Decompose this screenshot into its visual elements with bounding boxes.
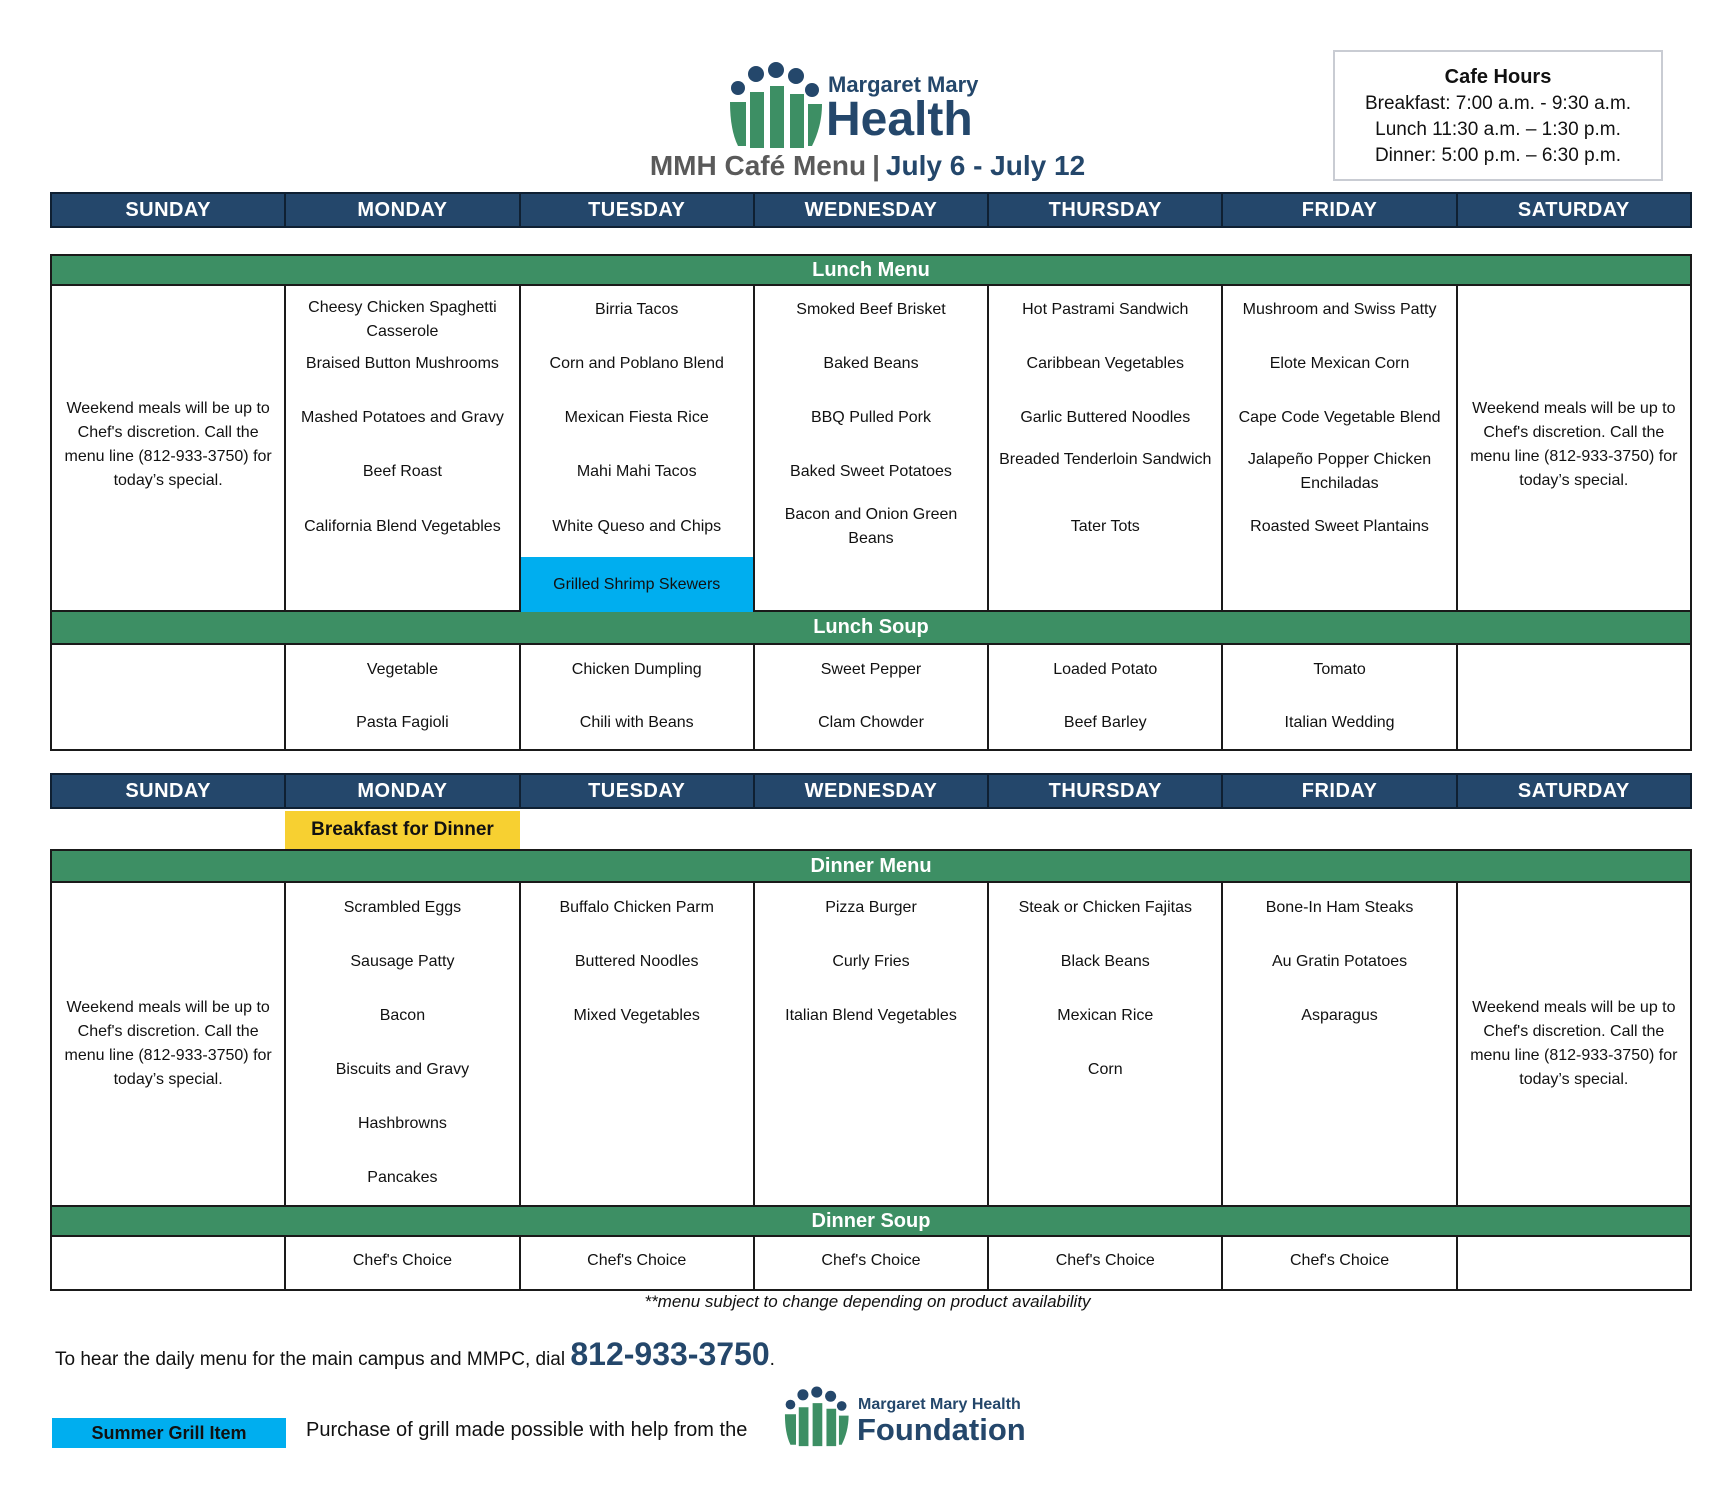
list-item: Bacon and Onion Green Beans bbox=[784, 506, 958, 547]
lunch-section bbox=[50, 254, 1692, 751]
cafe-hours-title: Cafe Hours bbox=[1444, 66, 1552, 88]
dinner-soup-tuesday-cell bbox=[521, 1237, 755, 1289]
cafe-hours-dinner: Dinner: 5:00 p.m. – 6:30 p.m. bbox=[1374, 145, 1622, 166]
lunch-thursday-cell bbox=[989, 286, 1223, 610]
list-item: Garlic Buttered Noodles bbox=[1020, 409, 1191, 426]
list-item: Caribbean Vegetables bbox=[1026, 355, 1184, 372]
lunch-menu-row bbox=[52, 286, 1690, 612]
day-monday: MONDAY bbox=[286, 194, 520, 226]
list-item: Italian Blend Vegetables bbox=[785, 1007, 957, 1024]
dinner-tuesday-cell bbox=[521, 883, 755, 1205]
day-monday: MONDAY bbox=[286, 775, 520, 807]
cafe-hours-breakfast: Breakfast: 7:00 a.m. - 9:30 a.m. bbox=[1364, 93, 1632, 114]
list-item: Chef's Choice bbox=[1289, 1252, 1390, 1269]
list-item: Chef's Choice bbox=[1055, 1252, 1155, 1269]
grill-text: Purchase of grill made possible with help from the bbox=[306, 1419, 748, 1441]
day-sunday: SUNDAY bbox=[52, 194, 286, 226]
weekend-note: Weekend meals will be up to Chef's discretion. Call the menu line (812-933-3750) for today’s special. bbox=[64, 400, 272, 489]
list-item: White Queso and Chips bbox=[552, 518, 722, 535]
list-item: Clam Chowder bbox=[818, 714, 924, 731]
day-thursday: THURSDAY bbox=[989, 194, 1223, 226]
lunch-menu-title: Lunch Menu bbox=[52, 256, 1690, 286]
list-item: Braised Button Mushrooms bbox=[305, 355, 499, 372]
list-item: Baked Sweet Potatoes bbox=[790, 463, 952, 480]
disclaimer: **menu subject to change depending on product availability bbox=[644, 1292, 1091, 1311]
list-item: Au Gratin Potatoes bbox=[1271, 953, 1408, 970]
dinner-menu-row bbox=[52, 883, 1690, 1207]
day-friday: FRIDAY bbox=[1223, 194, 1457, 226]
day-tuesday: TUESDAY bbox=[521, 775, 755, 807]
day-thursday: THURSDAY bbox=[989, 775, 1223, 807]
dinner-thursday-cell bbox=[989, 883, 1223, 1205]
list-item: Tomato bbox=[1313, 661, 1366, 678]
list-item: Hashbrowns bbox=[357, 1115, 447, 1132]
list-item: Birria Tacos bbox=[595, 301, 679, 318]
list-item: Steak or Chicken Fajitas bbox=[1018, 899, 1192, 916]
list-item: Biscuits and Gravy bbox=[335, 1061, 470, 1078]
weekend-note: Weekend meals will be up to Chef's discretion. Call the menu line (812-933-3750) for today’s special. bbox=[1470, 999, 1678, 1088]
lunch-friday-cell bbox=[1223, 286, 1457, 610]
lunch-saturday-cell bbox=[1458, 286, 1690, 610]
list-item: Mexican Rice bbox=[1057, 1007, 1154, 1024]
logo-line-1: Margaret Mary bbox=[828, 72, 979, 97]
dinner-soup-sunday-cell bbox=[52, 1237, 286, 1289]
lunch-soup-monday-cell bbox=[286, 645, 520, 749]
list-item: Loaded Potato bbox=[1053, 661, 1158, 678]
list-item: Buffalo Chicken Parm bbox=[559, 899, 714, 916]
list-item: Scrambled Eggs bbox=[343, 899, 462, 916]
dinner-soup-title: Dinner Soup bbox=[52, 1207, 1690, 1237]
list-item: Roasted Sweet Plantains bbox=[1250, 518, 1429, 535]
list-item: Italian Wedding bbox=[1284, 714, 1395, 731]
title-dates: July 6 - July 12 bbox=[885, 150, 1086, 181]
list-item: Pizza Burger bbox=[825, 899, 917, 916]
list-item: Chicken Dumpling bbox=[571, 661, 702, 678]
list-item: Sweet Pepper bbox=[820, 661, 922, 678]
list-item: Smoked Beef Brisket bbox=[796, 301, 946, 318]
weekend-note: Weekend meals will be up to Chef's discretion. Call the menu line (812-933-3750) for today’s special. bbox=[1470, 400, 1678, 489]
title-prefix: MMH Café Menu bbox=[649, 150, 867, 181]
summer-grill-legend: Summer Grill Item bbox=[52, 1418, 286, 1448]
lunch-soup-title: Lunch Soup bbox=[52, 612, 1690, 645]
list-item: Asparagus bbox=[1301, 1007, 1378, 1024]
lunch-soup-sunday-cell bbox=[52, 645, 286, 749]
lunch-tuesday-cell bbox=[521, 286, 755, 610]
day-wednesday: WEDNESDAY bbox=[755, 775, 989, 807]
list-item: Hot Pastrami Sandwich bbox=[1022, 301, 1189, 318]
list-item: Cheesy Chicken Spaghetti Casserole bbox=[308, 299, 497, 340]
list-item: Black Beans bbox=[1060, 953, 1150, 970]
list-item: California Blend Vegetables bbox=[304, 518, 501, 535]
logo-line-2: Health bbox=[826, 93, 973, 146]
list-item: Corn and Poblano Blend bbox=[549, 355, 724, 372]
cafe-hours-box bbox=[1333, 50, 1663, 181]
cafe-hours-lunch: Lunch 11:30 a.m. – 1:30 p.m. bbox=[1375, 119, 1621, 140]
dinner-soup-row bbox=[52, 1237, 1690, 1289]
list-item: Bone-In Ham Steaks bbox=[1265, 899, 1414, 916]
list-item: Chef's Choice bbox=[352, 1252, 452, 1269]
day-saturday: SATURDAY bbox=[1517, 780, 1630, 802]
list-item: Breaded Tenderloin Sandwich bbox=[999, 451, 1212, 468]
day-sunday: SUNDAY bbox=[52, 775, 286, 807]
lunch-day-header bbox=[50, 192, 1692, 228]
list-item: Mexican Fiesta Rice bbox=[564, 409, 709, 426]
lunch-soup-thursday-cell bbox=[989, 645, 1223, 749]
list-item: Sausage Patty bbox=[350, 953, 455, 970]
list-item: Curly Fries bbox=[832, 953, 910, 970]
lunch-sunday-cell bbox=[52, 286, 286, 610]
foundation-logo bbox=[778, 1384, 1048, 1454]
day-friday: FRIDAY bbox=[1223, 775, 1457, 807]
list-item: Cape Code Vegetable Blend bbox=[1238, 409, 1441, 426]
list-item: BBQ Pulled Pork bbox=[810, 409, 932, 426]
day-tuesday: TUESDAY bbox=[521, 194, 755, 226]
list-item: Beef Roast bbox=[362, 463, 442, 480]
dinner-day-header bbox=[50, 773, 1692, 809]
list-item: Bacon bbox=[379, 1007, 426, 1024]
dinner-soup-friday-cell bbox=[1223, 1237, 1457, 1289]
list-item: Chef's Choice bbox=[821, 1252, 921, 1269]
list-item: Mushroom and Swiss Patty bbox=[1242, 301, 1437, 318]
list-item: Elote Mexican Corn bbox=[1269, 355, 1410, 372]
dinner-section bbox=[50, 849, 1692, 1291]
dinner-soup-saturday-cell bbox=[1458, 1237, 1690, 1289]
list-item: Pancakes bbox=[367, 1169, 438, 1186]
dinner-friday-cell bbox=[1223, 883, 1457, 1205]
list-item: Buttered Noodles bbox=[574, 953, 699, 970]
list-item: Chef's Choice bbox=[587, 1252, 687, 1269]
title-separator: | bbox=[872, 150, 880, 181]
list-item: Jalapeño Popper Chicken Enchiladas bbox=[1247, 451, 1432, 492]
foundation-people-logo-icon bbox=[778, 1384, 850, 1450]
dinner-wednesday-cell bbox=[755, 883, 989, 1205]
mmh-logo bbox=[720, 62, 1000, 152]
dinner-saturday-cell bbox=[1458, 883, 1690, 1205]
phone-number[interactable]: 812-933-3750 bbox=[570, 1336, 770, 1372]
dinner-monday-cell bbox=[286, 883, 520, 1205]
weekend-note: Weekend meals will be up to Chef's discretion. Call the menu line (812-933-3750) for today’s special. bbox=[64, 999, 272, 1088]
lunch-wednesday-cell bbox=[755, 286, 989, 610]
lunch-soup-row bbox=[52, 645, 1690, 749]
lunch-soup-friday-cell bbox=[1223, 645, 1457, 749]
dinner-soup-thursday-cell bbox=[989, 1237, 1223, 1289]
lunch-soup-saturday-cell bbox=[1458, 645, 1690, 749]
list-item: Vegetable bbox=[366, 661, 439, 678]
dinner-soup-wednesday-cell bbox=[755, 1237, 989, 1289]
dial-line bbox=[55, 1336, 775, 1373]
list-item: Pasta Fagioli bbox=[356, 714, 449, 731]
lunch-soup-tuesday-cell bbox=[521, 645, 755, 749]
lunch-soup-wednesday-cell bbox=[755, 645, 989, 749]
list-item: Baked Beans bbox=[823, 355, 919, 372]
list-item: Mashed Potatoes and Gravy bbox=[301, 409, 504, 426]
list-item: Mahi Mahi Tacos bbox=[576, 463, 697, 480]
list-item: Mixed Vegetables bbox=[573, 1007, 700, 1024]
dinner-sunday-cell bbox=[52, 883, 286, 1205]
day-saturday: SATURDAY bbox=[1517, 199, 1630, 221]
day-wednesday: WEDNESDAY bbox=[755, 194, 989, 226]
list-item: Corn bbox=[1087, 1061, 1123, 1078]
foundation-line-1: Margaret Mary Health bbox=[858, 1396, 1021, 1413]
dial-end: . bbox=[769, 1349, 775, 1370]
lunch-monday-cell bbox=[286, 286, 520, 610]
list-item: Chili with Beans bbox=[579, 714, 694, 731]
summer-grill-item: Grilled Shrimp Skewers bbox=[521, 557, 753, 612]
breakfast-for-dinner-badge: Breakfast for Dinner bbox=[285, 811, 520, 849]
dial-text: To hear the daily menu for the main campus and MMPC, dial bbox=[55, 1349, 566, 1370]
mmh-people-logo-icon bbox=[720, 62, 824, 150]
foundation-line-2: Foundation bbox=[857, 1412, 1026, 1447]
dinner-soup-monday-cell bbox=[286, 1237, 520, 1289]
dinner-menu-title: Dinner Menu bbox=[52, 851, 1690, 883]
list-item: Beef Barley bbox=[1063, 714, 1147, 731]
list-item: Tater Tots bbox=[1070, 518, 1140, 535]
